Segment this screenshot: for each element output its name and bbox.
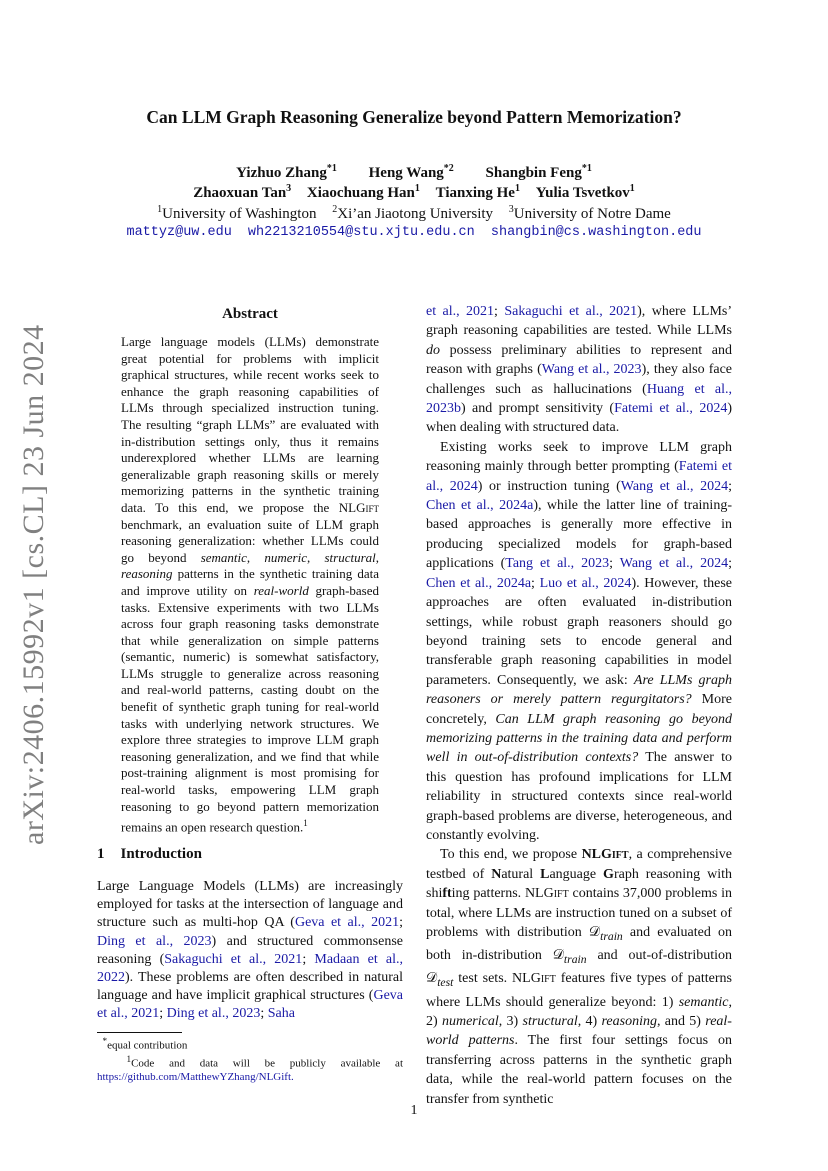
author-line-1 bbox=[0, 163, 828, 182]
arxiv-stamp: arXiv:2406.15992v1 [cs.CL] 23 Jun 2024 bbox=[17, 324, 50, 845]
citation-link[interactable]: Chen et al., 2024a bbox=[426, 498, 534, 514]
author: Yulia Tsvetkov$^1$ bbox=[535, 183, 635, 201]
affiliation: $^3$University of Notre Dame bbox=[508, 204, 671, 222]
citation-link[interactable]: Tang et al., 2023 bbox=[505, 556, 610, 572]
affiliation: $^1$University of Washington bbox=[157, 204, 317, 222]
citation-link[interactable]: Fatemi et al., 2024 bbox=[426, 459, 732, 494]
citation-link[interactable]: Wang et al., 2024 bbox=[619, 556, 729, 572]
citation-link[interactable]: et al., 2021 bbox=[426, 304, 495, 319]
paper-title: Can LLM Graph Reasoning Generalize beyond Pattern Memorization? bbox=[146, 107, 682, 127]
citation-link[interactable]: Sakaguchi et al., 2021 bbox=[164, 951, 303, 967]
author-line-2 bbox=[0, 183, 828, 202]
citation-link[interactable]: Wang et al., 2023 bbox=[541, 362, 642, 378]
author: Shangbin Feng$^{*1}$ bbox=[485, 163, 592, 181]
email-link[interactable]: mattyz@uw.edu bbox=[126, 225, 232, 240]
affiliations bbox=[0, 204, 828, 223]
page-number: 1 bbox=[410, 1103, 418, 1118]
citation-link[interactable]: Geva et al., 2021 bbox=[294, 915, 400, 931]
abstract-heading: Abstract bbox=[222, 306, 278, 322]
author: Yizhuo Zhang$^{*1}$ bbox=[236, 163, 337, 181]
citation-link[interactable]: Geva et al., 2021 bbox=[97, 988, 403, 1022]
author: Zhaoxuan Tan$^3$ bbox=[193, 183, 292, 201]
footnote: $^1$Code and data will be publicly available at bbox=[126, 1053, 403, 1070]
citation-link[interactable]: Ding et al., 2023 bbox=[166, 1006, 261, 1022]
right-column bbox=[426, 302, 732, 1109]
citation-link[interactable]: Sakaguchi et al., 2021 bbox=[504, 304, 638, 319]
paragraph: Existing works seek to improve LLM graph reasoning mainly through better prompting (Fatemi et al., 2024) or instruction tuning (Wang et al., 2024; Chen et al., 2024a), while the latter line of training-based approaches is generally more effective in producing specialized models for graph-based applications (Tang et al., 2023; Wang et al., 2024; Chen et al., 2024a; Luo et al., 2024). However, these approaches are often evaluated in-distribution settings, while robust graph reasoners should go beyond training sets to encode general and transferable graph reasoning capabilities in model parameters. Consequently, we ask: Are LLMs graph reasoners or merely pattern regurgitators? More concretely, Can LLM graph reasoning go beyond memorizing patterns in the training data and perform well in out-of-distribution contexts? The answer to this question has profound implications for LLM reliability in structured contexts since real-world graph-based problems are diverse, heterogeneous, and constantly evolving. bbox=[426, 439, 733, 843]
author: Xiaochuang Han$^1$ bbox=[306, 183, 420, 201]
section-heading: 1 Introduction bbox=[97, 846, 202, 862]
paragraph: To this end, we propose NLGift, a comprehensive testbed of Natural Language Graph reasoning with shifting patterns. NLGift contains 37,000 problems in total, where LLMs are instruction tuned on a subset of problems with distribution 𝒟$_{train}$ and evaluated on both in-distribution 𝒟$_{train}$ and out-of-distribution 𝒟$_{test}$ test sets. NLGift features five types of patterns where LLMs should generalize beyond: 1) semantic, 2) numerical, 3) structural, 4) reasoning, and 5) real-world patterns. The first four settings focus on transferring across patterns in the synthetic graph data, while the real-world pattern focuses on the transfer from synthetic bbox=[426, 847, 732, 1107]
citation-link[interactable]: Wang et al., 2024 bbox=[620, 478, 729, 494]
footnote-url-link[interactable]: https://github.com/MatthewYZhang/NLGift. bbox=[97, 1070, 294, 1083]
citation-link[interactable]: Huang et al., 2023b bbox=[426, 381, 733, 417]
intro-paragraph: Large Language Models (LLMs) are increasingly employed for tasks at the intersection of language and structure such as multi-hop QA (Geva et al., 2021; Ding et al., 2023) and structured commonsense reasoning (Sakaguchi et al., 2021; Madaan et al., 2022). These problems are often described in natural language and have implicit graphical structures (Geva et al., 2021; Ding et al., 2023; Saha bbox=[97, 879, 404, 1022]
footnotes bbox=[97, 1035, 403, 1084]
author: Heng Wang$^{*2}$ bbox=[368, 163, 454, 181]
citation-link[interactable]: Luo et al., 2024 bbox=[539, 575, 632, 591]
affiliation: $^2$Xi’an Jiaotong University bbox=[332, 204, 494, 222]
email-link[interactable]: shangbin@cs.washington.edu bbox=[490, 225, 702, 240]
citation-link[interactable]: Fatemi et al., 2024 bbox=[614, 401, 728, 417]
author: Tianxing He$^1$ bbox=[435, 183, 520, 201]
footnote: *equal contribution bbox=[102, 1036, 188, 1052]
author-emails bbox=[0, 225, 828, 240]
abstract-text: Large language models (LLMs) demonstrate great potential for problems with implicit graphical structures, while recent works seek to enhance the graph reasoning capabilities of LLMs through specialized instruction tuning. The resulting “graph LLMs” are evaluated with in-distribution settings only, thus it remains underexplored whether LLMs are learning generalizable graph reasoning skills or merely memorizing patterns in the synthetic training data. To this end, we propose the NLGift benchmark, an evaluation suite of LLM graph reasoning generalization: whether LLMs could go beyond semantic, numeric, structural, reasoning patterns in the synthetic training data and improve utility on real-world graph-based tasks. Extensive experiments with two LLMs across four graph reasoning tasks demonstrate that while generalization on simple patterns (semantic, numeric) is somewhat satisfactory, LLMs struggle to generalize across reasoning and real-world patterns, casting doubt on the benefit of synthetic graph tuning for real-world tasks with underlying network structures. We explore three strategies to improve LLM graph reasoning generalization, and we find that while post-training alignment is most promising for real-world tasks, empowering LLM graph reasoning to go beyond pattern memorization remains an open research question.$^1$ bbox=[121, 334, 380, 835]
citation-link[interactable]: Saha bbox=[267, 1006, 295, 1022]
citation-link[interactable]: Ding et al., 2023 bbox=[97, 933, 212, 949]
citation-link[interactable]: Chen et al., 2024a bbox=[426, 575, 532, 591]
paragraph: et al., 2021; Sakaguchi et al., 2021), where LLMs’ graph reasoning capabilities are tested. While LLMs do possess preliminary abilities to represent and reason with graphs (Wang et al., 2023), they also face challenges such as hallucinations (Huang et al., 2023b) and prompt sensitivity (Fatemi et al., 2024) when dealing with structured data. bbox=[426, 304, 733, 436]
email-link[interactable]: wh2213210554@stu.xjtu.edu.cn bbox=[247, 225, 475, 240]
footnote-divider bbox=[97, 1032, 182, 1033]
citation-link[interactable]: Madaan et al., 2022 bbox=[97, 951, 404, 986]
